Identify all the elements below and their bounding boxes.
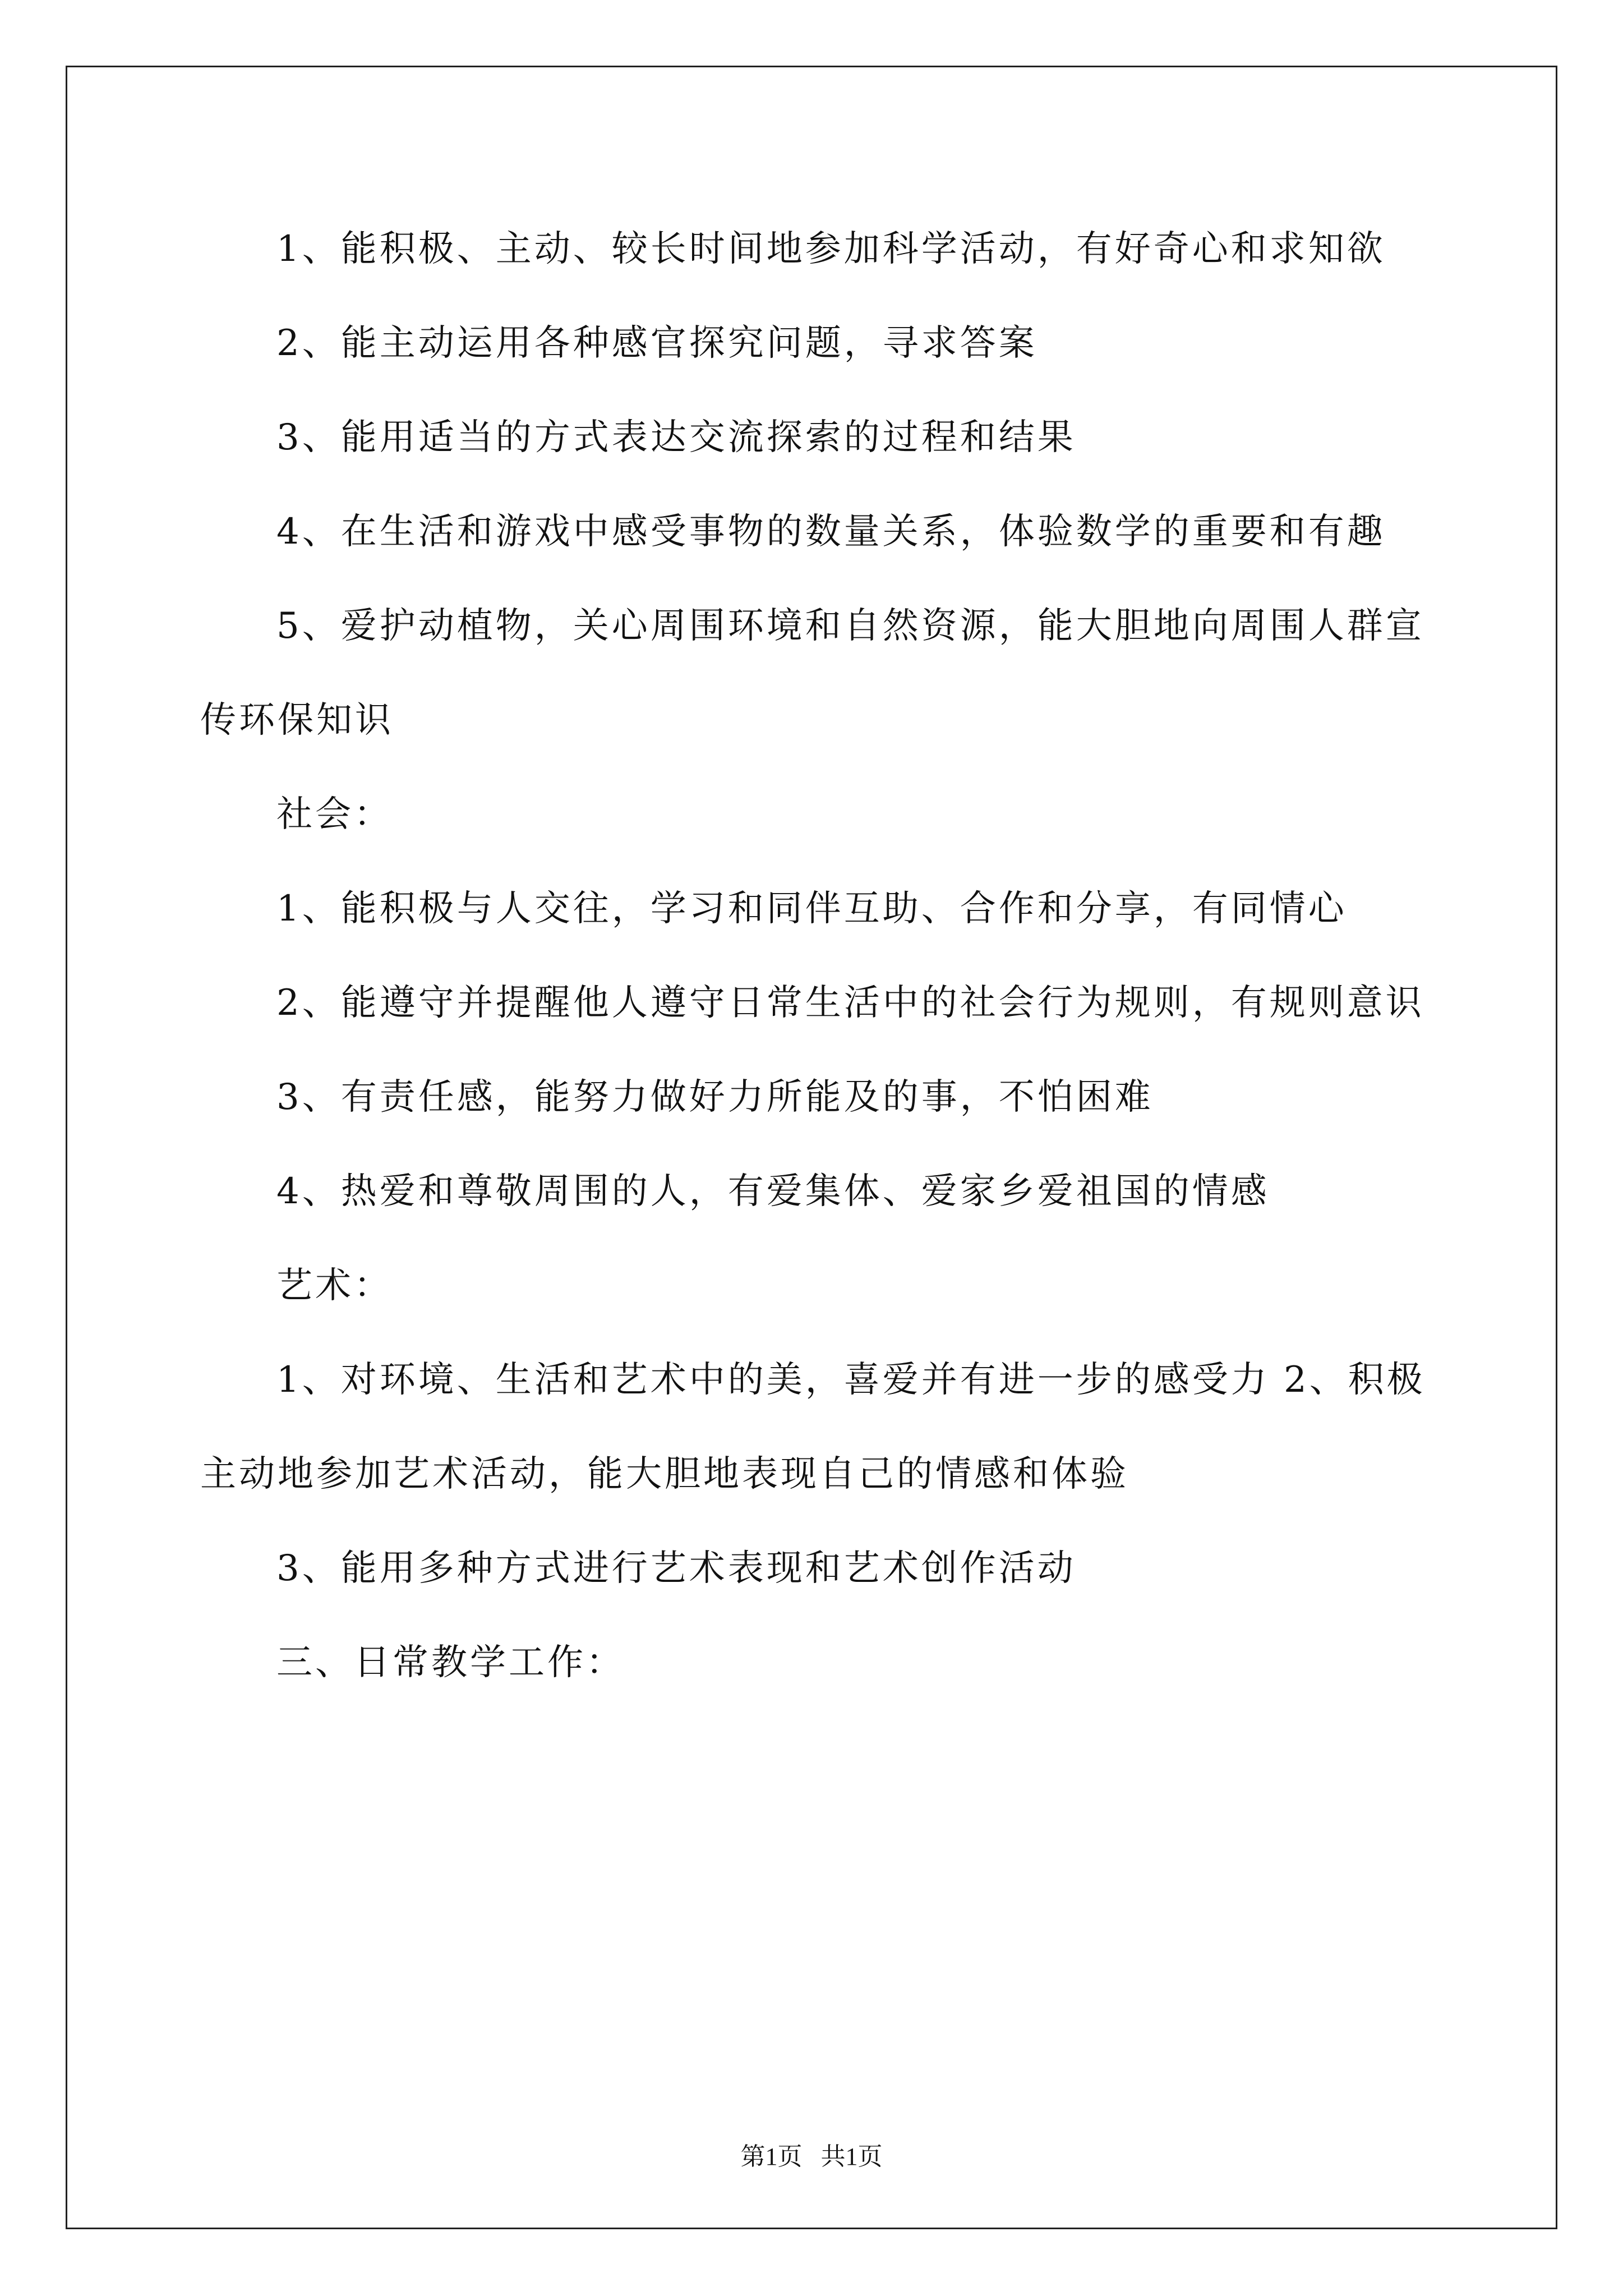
page-number: 第1页: [740, 2143, 803, 2170]
page-total: 共1页: [820, 2143, 883, 2170]
footer-spacer: [803, 2143, 821, 2170]
paragraph-social-1: 1、能积极与人交往，学习和同伴互助、合作和分享，有同情心: [276, 888, 1347, 930]
document-body: [200, 202, 1440, 1710]
paragraph-social-4: 4、热爱和尊敬周围的人，有爱集体、爱家乡爱祖国的情感: [276, 1171, 1270, 1212]
section-heading-daily-teaching: 三、日常教学工作：: [276, 1642, 625, 1683]
paragraph-science-3: 3、能用适当的方式表达交流探索的过程和结果: [276, 417, 1076, 458]
paragraph-art-1-2: 1、对环境、生活和艺术中的美，喜爱并有进一步的感受力 2、积极主动地参加艺术活动，能大胆地表现自己的情感和体验: [200, 1359, 1426, 1495]
paragraph-social-2: 2、能遵守并提醒他人遵守日常生活中的社会行为规则，有规则意识: [276, 982, 1424, 1024]
paragraph-science-5: 5、爱护动植物，关心周围环境和自然资源，能大胆地向周围人群宣传环保知识: [200, 605, 1424, 741]
paragraph-science-1: 1、能积极、主动、较长时间地参加科学活动，有好奇心和求知欲: [276, 228, 1386, 270]
paragraph-social-3: 3、有责任感，能努力做好力所能及的事，不怕困难: [276, 1076, 1154, 1118]
section-heading-art: 艺术：: [276, 1265, 393, 1306]
page-footer: [0, 2136, 1623, 2172]
paragraph-art-3: 3、能用多种方式进行艺术表现和艺术创作活动: [276, 1548, 1076, 1589]
paragraph-science-4: 4、在生活和游戏中感受事物的数量关系，体验数学的重要和有趣: [276, 511, 1386, 553]
paragraph-science-2: 2、能主动运用各种感官探究问题，寻求答案: [276, 323, 1038, 364]
section-heading-social: 社会：: [276, 794, 393, 835]
